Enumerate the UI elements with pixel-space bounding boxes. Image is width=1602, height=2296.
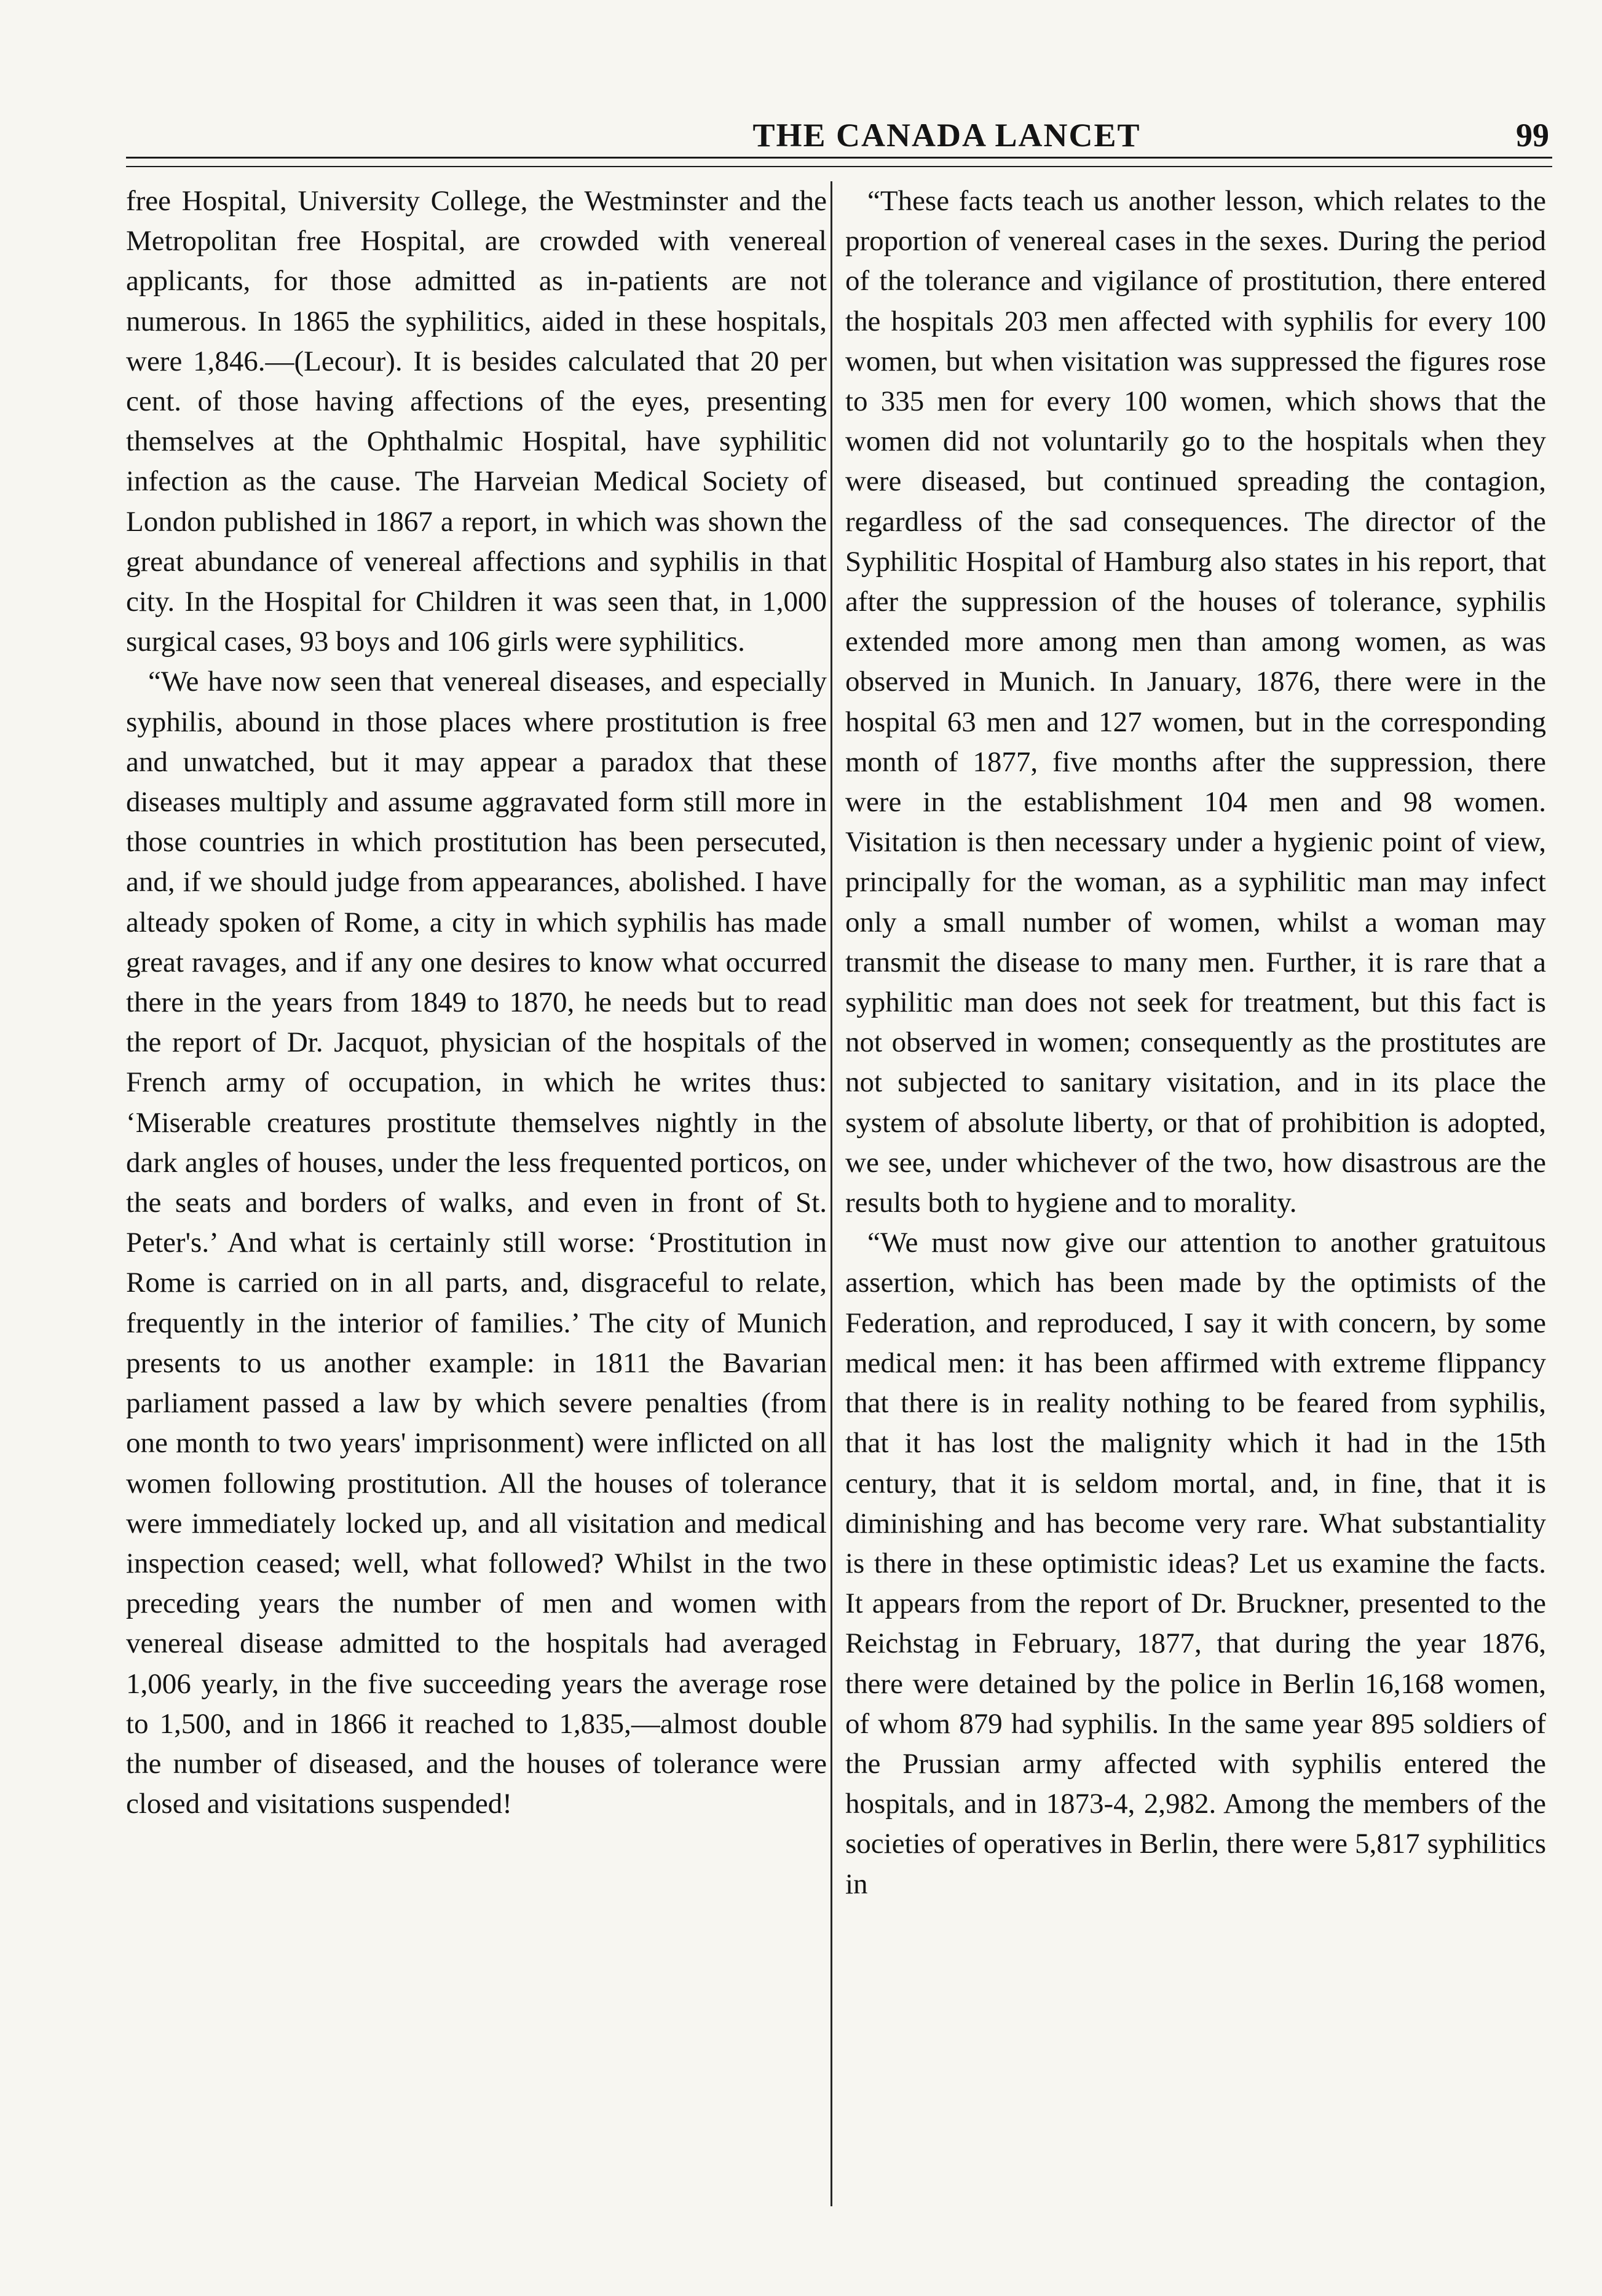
page-number: 99 (1516, 117, 1549, 154)
left-column (126, 181, 827, 1824)
right-paragraph-2: “We must now give our attention to another gratuitous assertion, which has been made by the optimists of the Federation, and reproduced, I say it with concern, by some medical men: it has been affirmed with extreme flippancy that there is in reality nothing to be feared from syphilis, that it has lost the malignity which it had in the 15th century, that it is seldom mortal, and, in fine, that it is diminishing and has become very rare. What substantiality is there in these optimistic ideas? Let us examine the facts. It appears from the report of Dr. Bruckner, presented to the Reichstag in February, 1877, that during the year 1876, there were detained by the police in Berlin 16,168 women, of whom 879 had syphilis. In the same year 895 soldiers of the Prussian army affected with syphilis entered the hospitals, and in 1873-4, 2,982. Among the members of the societies of operatives in Berlin, there were 5,817 syphilitics in (845, 1227, 1546, 1900)
running-head (123, 111, 1561, 160)
left-paragraph-2: “We have now seen that venereal diseases, and especially syphilis, abound in those places where prostitution is free and unwatched, but it may appear a paradox that these diseases multiply and assume aggravated form still more in those countries in which prostitution has been persecuted, and, if we should judge from appearances, abolished. I have alteady spoken of Rome, a city in which syphilis has made great ravages, and if any one desires to know what occurred there in the years from 1849 to 1870, he needs but to read the report of Dr. Jacquot, physician of the hospitals of the French army of occupation, in which he writes thus: ‘Miserable creatures prostitute themselves nightly in the dark angles of houses, under the less frequented porticos, on the seats and borders of walks, and even in front of St. Peter's.’ And what is certainly still worse: ‘Prostitution in Rome is carried on in all parts, and, disgraceful to relate, frequently in the interior of families.’ The city of Munich presents to us another example: in 1811 the Bavarian parliament passed a law by which severe penalties (from one month to two years' imprisonment) were inflicted on all women following prostitution. All the houses of tolerance were immediately locked up, and all visitation and medical inspection ceased; well, what followed? Whilst in the two preceding years the number of men and women with venereal disease admitted to the hospitals had averaged 1,006 yearly, in the five succeeding years the average rose to 1,500, and in 1866 it reached to 1,835,—almost double the number of diseased, and the houses of tolerance were closed and visitations suspended! (126, 666, 827, 1820)
header-rule-top (126, 157, 1552, 159)
column-divider (831, 181, 832, 2206)
header-rule-bottom (126, 166, 1552, 167)
right-column (845, 181, 1546, 1905)
right-paragraph-1: “These facts teach us another lesson, which relates to the proportion of venereal cases in the sexes. During the period of the tolerance and vigilance of prostitution, there entered the hospitals 203 men affected with syphilis for every 100 women, but when visitation was suppressed the figures rose to 335 men for every 100 women, which shows that the women did not voluntarily go to the hospitals when they were diseased, but continued spreading the contagion, regardless of the sad consequences. The director of the Syphilitic Hospital of Hamburg also states in his report, that after the suppression of the houses of tolerance, syphilis extended more among men than among women, as was observed in Munich. In January, 1876, there were in the hospital 63 men and 127 women, but in the corresponding month of 1877, five months after the suppression, there were in the establishment 104 men and 98 women. Visitation is then necessary under a hygienic point of view, principally for the woman, as a syphilitic man may infect only a small number of women, whilst a woman may transmit the disease to many men. Further, it is rare that a syphilitic man does not seek for treatment, but this fact is not observed in women; consequently as the prostitutes are not subjected to sanitary visitation, and in its place the system of absolute liberty, or that of prohibition is adopted, we see, under whichever of the two, how disastrous are the results both to hygiene and to morality. (845, 185, 1546, 1219)
journal-title: THE CANADA LANCET (752, 117, 1141, 154)
left-paragraph-1: free Hospital, University College, the Westminster and the Metropolitan free Hospital, are crowded with venereal applicants, for those admitted as in-patients are not numerous. In 1865 the syphilitics, aided in these hospitals, were 1,846.—(Lecour). It is besides calculated that 20 per cent. of those having affections of the eyes, presenting themselves at the Ophthalmic Hospital, have syphilitic infection as the cause. The Harveian Medical Society of London published in 1867 a report, in which was shown the great abundance of venereal affections and syphilis in that city. In the Hospital for Children it was seen that, in 1,000 surgical cases, 93 boys and 106 girls were syphilitics. (126, 185, 827, 658)
